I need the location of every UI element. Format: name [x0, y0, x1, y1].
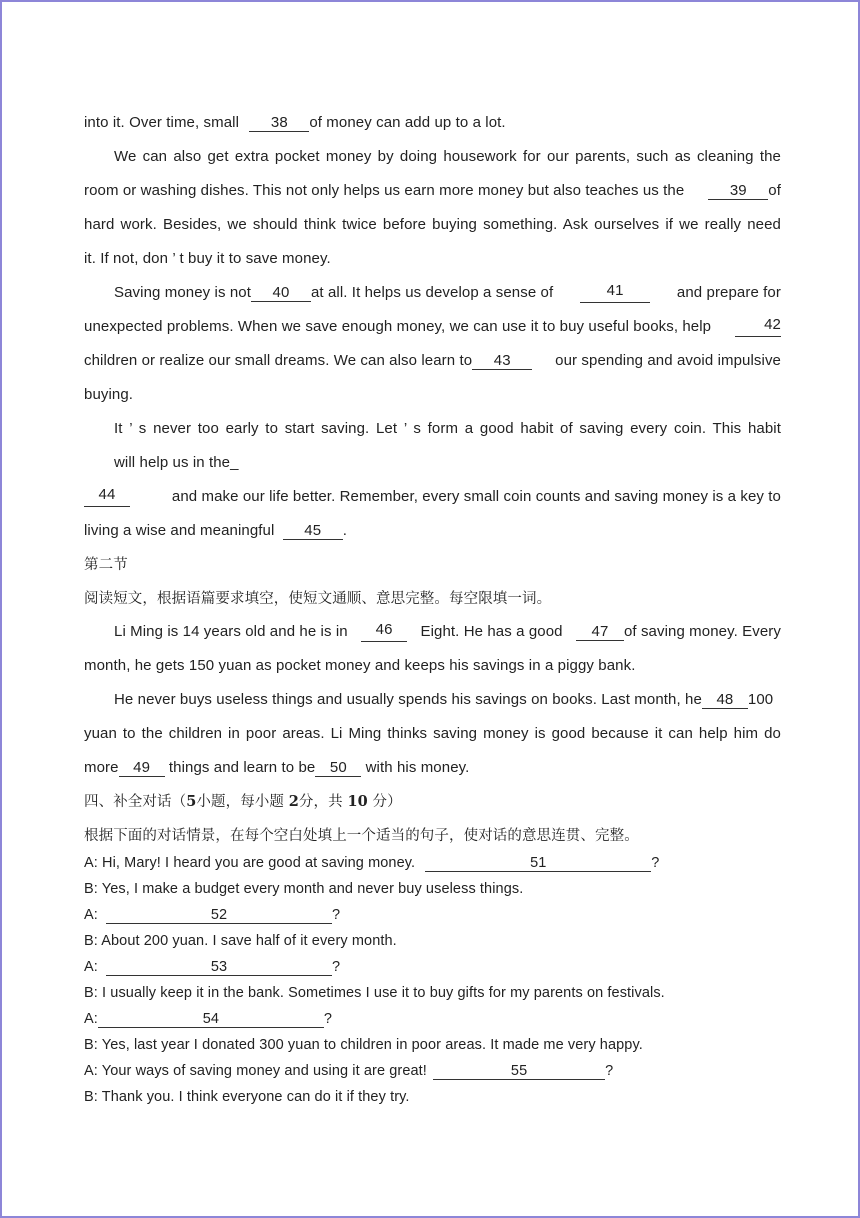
dialogue-line: B: I usually keep it in the bank. Sometimes I use it to buy gifts for my parents on festivals.: [84, 985, 665, 1001]
passage-text: and make our life better. Remember, every small coin counts and saving money is a key to: [171, 488, 781, 505]
passage-line: [114, 690, 781, 710]
passage-line: [84, 317, 781, 337]
passage-line: hard work. Besides, we should think twice before buying something. Ask ourselves if we really need: [84, 216, 781, 233]
heading-number: 10: [347, 793, 368, 810]
dialogue-text: A:: [84, 1011, 98, 1027]
answer-blank: 46: [361, 622, 407, 642]
dialogue-text: A:: [84, 959, 98, 975]
passage-text: Eight. He has a good: [420, 623, 563, 640]
answer-blank: 40: [251, 285, 311, 302]
heading-text: 小题，每小题: [196, 794, 289, 810]
answer-blank: 53: [106, 959, 332, 976]
passage-text: room or washing dishes. This not only helps us earn more money but also teaches us the: [84, 182, 685, 199]
passage-line: [84, 758, 781, 778]
heading-number: 5: [186, 793, 197, 810]
passage-line: [84, 521, 781, 541]
answer-blank: 55: [433, 1063, 605, 1080]
passage-text: unexpected problems. When we save enough money, we can use it to buy useful books, help: [84, 318, 712, 335]
dialogue-line: [84, 853, 781, 873]
passage-line: it. If not, don ’ t buy it to save money.: [84, 250, 331, 267]
answer-blank: 49: [119, 760, 165, 777]
dialogue-text: ?: [651, 855, 660, 871]
answer-blank: 41: [580, 283, 650, 303]
passage-text: and prepare for: [676, 284, 781, 301]
passage-text: children or realize our small dreams. We can also learn to: [84, 352, 473, 369]
passage-line: We can also get extra pocket money by doing housework for our parents, such as cleaning the: [114, 148, 781, 165]
answer-blank: 43: [472, 353, 532, 370]
dialogue-text: ?: [332, 907, 341, 923]
passage-line: [84, 351, 781, 371]
answer-blank: 42: [735, 317, 781, 337]
passage-text: things and learn to be: [168, 759, 316, 776]
passage-text: of money can add up to a lot.: [309, 114, 506, 131]
passage-line: [84, 181, 781, 201]
dialogue-line: [84, 905, 781, 925]
dialogue-line: [84, 1061, 781, 1081]
passage-line: [84, 113, 781, 133]
passage-line: [114, 622, 781, 642]
passage-line: [114, 283, 781, 303]
dialogue-line: B: Yes, last year I donated 300 yuan to children in poor areas. It made me very happy.: [84, 1037, 643, 1053]
passage-text: 100: [747, 691, 774, 708]
answer-blank: 51: [425, 855, 651, 872]
passage-text: more: [84, 759, 119, 776]
passage-text: living a wise and meaningful: [84, 522, 275, 539]
passage-text: Li Ming is 14 years old and he is in: [114, 623, 348, 640]
passage-text: with his money.: [365, 759, 470, 776]
answer-blank: 45: [283, 523, 343, 540]
heading-number: 2: [288, 793, 299, 810]
passage-line: will help us in the_: [114, 454, 239, 471]
passage-line: buying.: [84, 386, 134, 403]
passage-text: into it. Over time, small: [84, 114, 240, 131]
passage-line: yuan to the children in poor areas. Li Ming thinks saving money is good because it can help him do: [84, 725, 781, 742]
dialogue-line: [84, 957, 781, 977]
heading-text: 四、补全对话（: [84, 794, 187, 810]
dialogue-line: B: About 200 yuan. I save half of it every month.: [84, 933, 397, 949]
section-heading: 第二节: [84, 557, 128, 573]
dialogue-text: A:: [84, 907, 98, 923]
dialogue-text: ?: [323, 1011, 333, 1027]
answer-blank: 54: [98, 1011, 324, 1028]
section-instruction: 根据下面的对话情景，在每个空白处填上一个适当的句子，使对话的意思连贯、完整。: [84, 828, 639, 844]
passage-text: Saving money is not: [114, 284, 251, 301]
dialogue-text: ?: [332, 959, 341, 975]
answer-blank: 47: [576, 624, 624, 641]
passage-line: month, he gets 150 yuan as pocket money and keeps his savings in a piggy bank.: [84, 657, 636, 674]
answer-blank: 39: [708, 183, 768, 200]
dialogue-line: B: Thank you. I think everyone can do it if they try.: [84, 1089, 410, 1105]
answer-blank: 38: [249, 115, 309, 132]
answer-blank: 50: [315, 760, 361, 777]
heading-text: 分）: [367, 794, 402, 810]
passage-text: He never buys useless things and usually spends his savings on books. Last month, he: [114, 691, 702, 708]
heading-text: 分，共: [298, 794, 348, 810]
passage-line: [84, 487, 781, 507]
passage-text: of: [768, 182, 781, 199]
dialogue-text: A: Hi, Mary! I heard you are good at saving money.: [84, 855, 416, 871]
dialogue-line: B: Yes, I make a budget every month and never buy useless things.: [84, 881, 524, 897]
dialogue-text: A: Your ways of saving money and using it are great!: [84, 1063, 427, 1079]
passage-text: at all. It helps us develop a sense of: [310, 284, 554, 301]
answer-blank: 52: [106, 907, 332, 924]
dialogue-line: [84, 1009, 781, 1029]
passage-text: of saving money. Every: [623, 623, 781, 640]
passage-text: our spending and avoid impulsive: [555, 352, 781, 369]
passage-text: .: [342, 522, 347, 539]
answer-blank: 44: [84, 487, 130, 507]
passage-line: It ’ s never too early to start saving. Let ’ s form a good habit of saving every coin. This habit: [114, 420, 781, 437]
answer-blank: 48: [702, 692, 748, 709]
section-instruction: 阅读短文，根据语篇要求填空，使短文通顺、意思完整。每空限填一词。: [84, 591, 552, 607]
dialogue-text: ?: [605, 1063, 614, 1079]
section-heading: [84, 792, 781, 812]
